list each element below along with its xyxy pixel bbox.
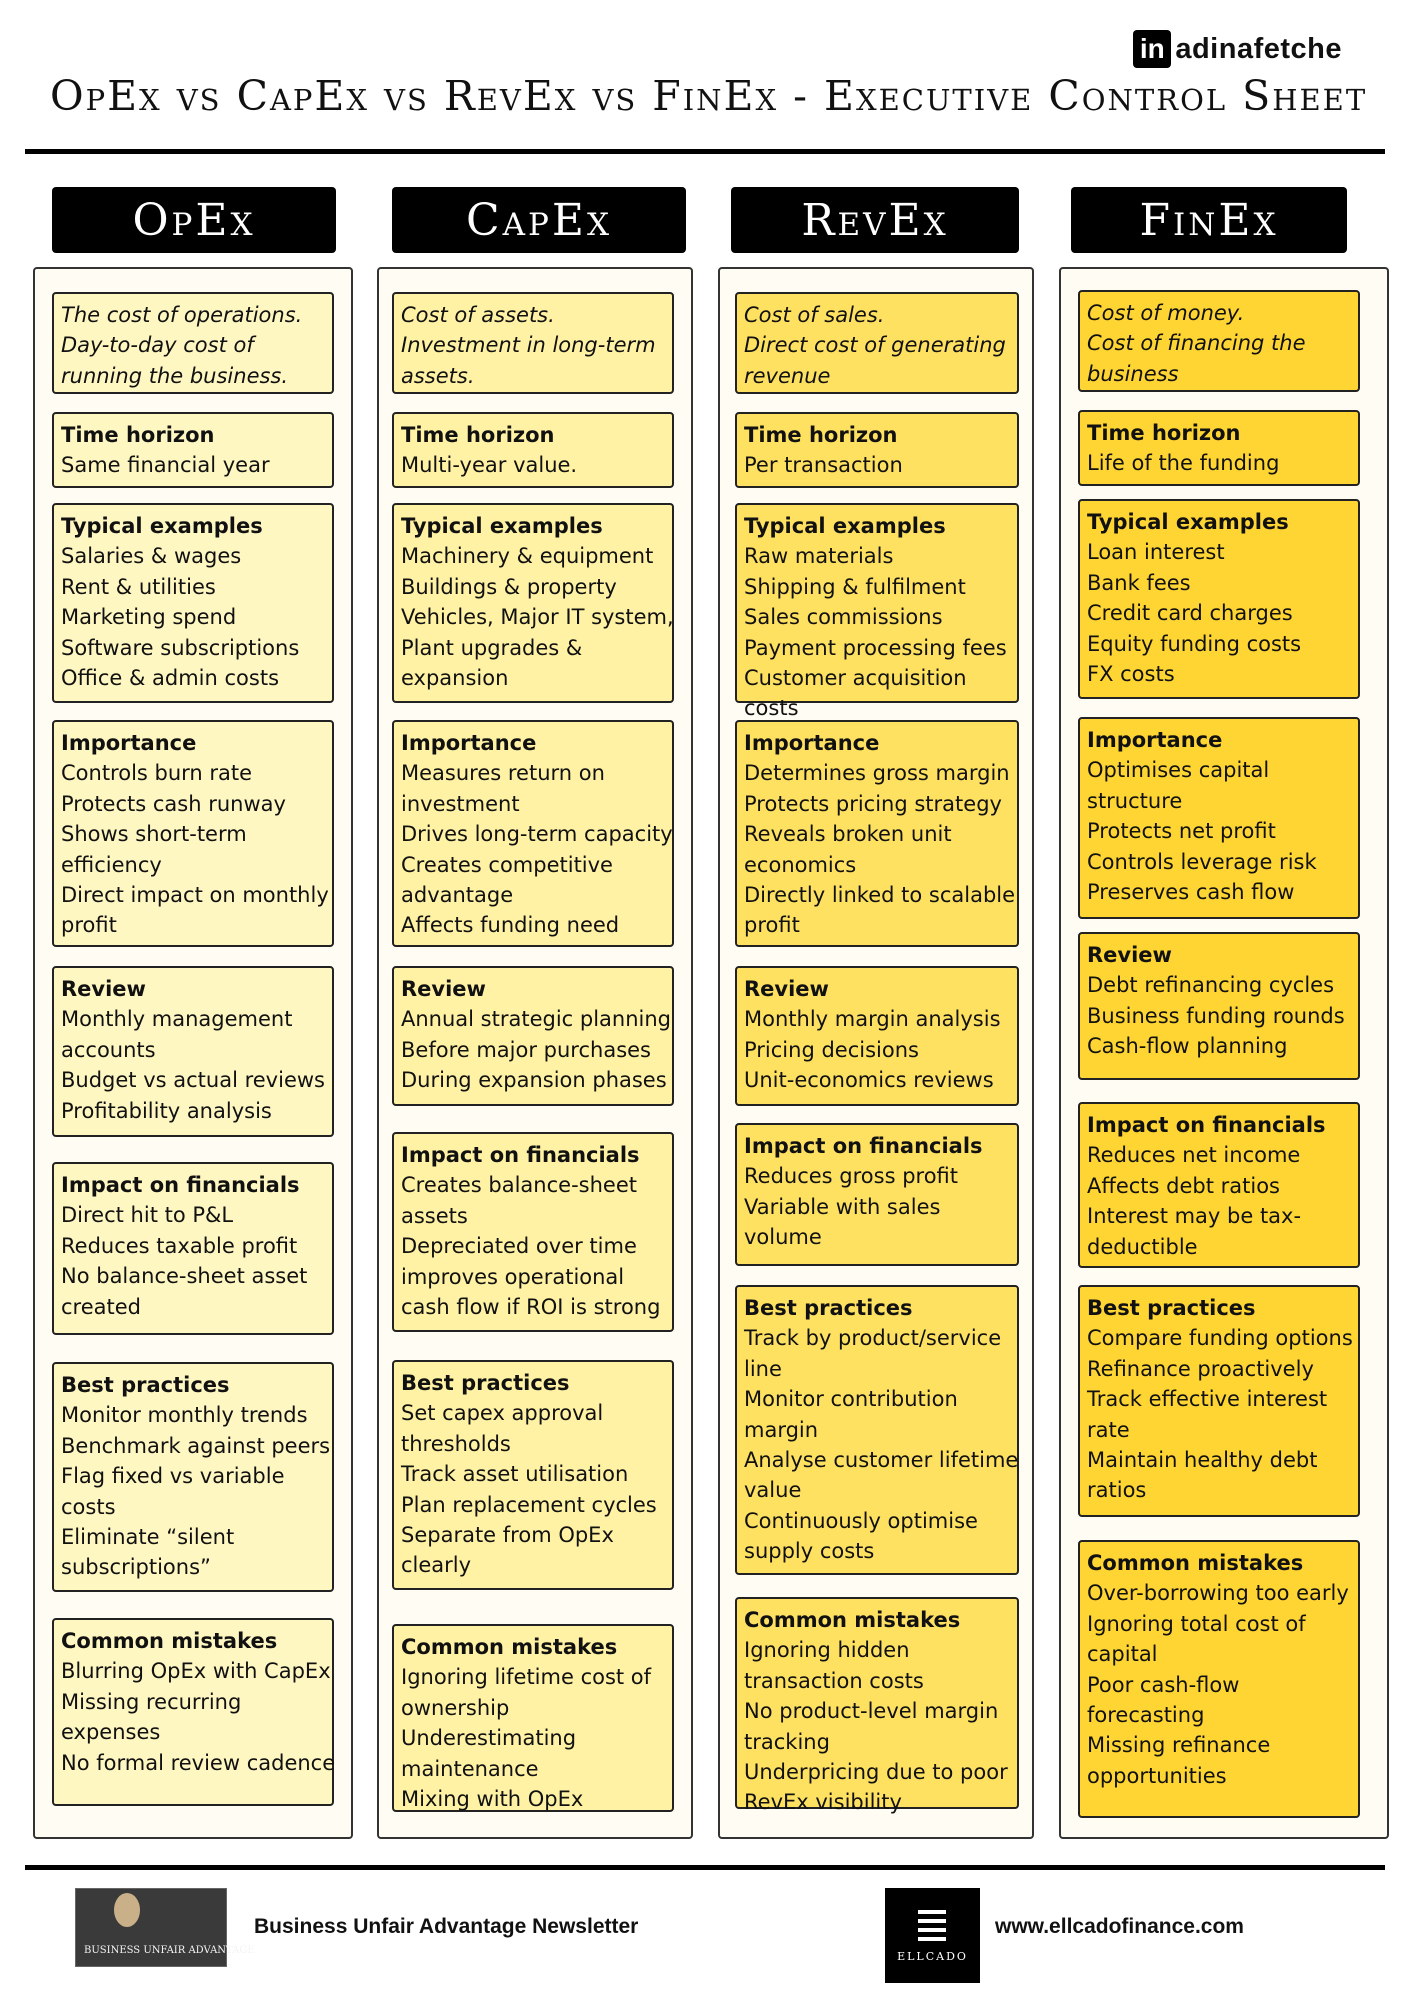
card-line: Analyse customer lifetime: [744, 1448, 1019, 1473]
card-line: Affects funding need: [401, 913, 620, 938]
card-line: Vehicles, Major IT system,: [401, 605, 674, 630]
opex-review-card: [52, 966, 334, 1137]
card-line: Profitability analysis: [61, 1098, 272, 1123]
capex-common-mistakes-card: [392, 1624, 674, 1812]
capex-best-practices-card: [392, 1360, 674, 1590]
card-line: Mixing with OpEx: [401, 1787, 584, 1812]
card-line: No formal review cadence: [61, 1750, 336, 1775]
card-line: expenses: [61, 1720, 161, 1745]
opex-common-mistakes-card: [52, 1618, 334, 1806]
thumbnail-caption: BUSINESS UNFAIR ADVANTAGE: [84, 1945, 255, 1956]
card-line: Monitor contribution: [744, 1387, 958, 1412]
card-line: Poor cash-flow: [1087, 1672, 1240, 1697]
finex-best-practices-card: [1078, 1285, 1360, 1517]
definition-line: Cost of money.: [1087, 301, 1245, 325]
card-line: profit: [61, 913, 117, 938]
revex-review-card: [735, 966, 1019, 1106]
linkedin-icon: in: [1133, 30, 1171, 68]
card-line: opportunities: [1087, 1763, 1227, 1788]
revex-typical-examples-card: [735, 503, 1019, 721]
card-line: Controls burn rate: [61, 761, 253, 786]
linkedin-brand[interactable]: [1133, 30, 1342, 68]
definition-line: Cost of assets.: [401, 303, 555, 327]
card-line: Raw materials: [744, 544, 894, 569]
card-line: Shows short-term: [61, 822, 247, 847]
card-title: Review: [61, 977, 146, 1001]
card-title: Typical examples: [401, 514, 603, 538]
card-line: Ignoring hidden: [744, 1638, 910, 1663]
card-line: During expansion phases: [401, 1068, 667, 1093]
card-line: Per transaction: [744, 453, 903, 478]
opex-definition-card: [52, 292, 334, 394]
card-line: supply costs: [744, 1539, 875, 1564]
newsletter-name: Business Unfair Advantage Newsletter: [254, 1915, 639, 1938]
card-title: Impact on financials: [401, 1143, 640, 1167]
card-line: RevEx visibility: [744, 1790, 902, 1815]
card-line: Blurring OpEx with CapEx: [61, 1659, 331, 1684]
card-title: Importance: [1087, 728, 1223, 752]
card-line: Underestimating: [401, 1726, 577, 1751]
card-line: expansion: [401, 666, 509, 691]
card-line: Monitor monthly trends: [61, 1403, 308, 1428]
card-line: improves operational: [401, 1264, 625, 1289]
card-line: maintenance: [401, 1756, 539, 1781]
ellcado-logo-word: ELLCADO: [897, 1950, 968, 1963]
card-title: Review: [744, 977, 829, 1001]
card-line: Reduces gross profit: [744, 1164, 959, 1189]
card-line: Software subscriptions: [61, 635, 300, 660]
card-line: assets: [401, 1203, 468, 1228]
definition-line: The cost of operations.: [61, 303, 303, 327]
card-line: Machinery & equipment: [401, 544, 654, 569]
card-title: Importance: [401, 731, 537, 755]
card-title: Common mistakes: [61, 1629, 278, 1653]
finex-importance-card: [1078, 717, 1360, 919]
card-line: ratios: [1087, 1478, 1147, 1503]
card-title: Time horizon: [401, 423, 555, 447]
card-line: Customer acquisition: [744, 666, 967, 691]
finex-time-horizon-card: [1078, 410, 1360, 486]
card-line: Benchmark against peers: [61, 1433, 331, 1458]
card-line: Budget vs actual reviews: [61, 1068, 325, 1093]
card-line: Creates competitive: [401, 852, 613, 877]
card-line: Annual strategic planning: [401, 1007, 672, 1032]
definition-line: assets.: [401, 363, 475, 388]
card-title: Best practices: [61, 1373, 230, 1397]
card-line: Cash-flow planning: [1087, 1034, 1288, 1059]
card-line: Measures return on: [401, 761, 605, 786]
card-line: Compare funding options: [1087, 1326, 1353, 1351]
card-title: Importance: [744, 731, 880, 755]
card-line: volume: [744, 1225, 822, 1250]
card-line: Marketing spend: [61, 605, 237, 630]
card-line: transaction costs: [744, 1668, 924, 1693]
card-line: Missing refinance: [1087, 1733, 1271, 1758]
card-line: Bank fees: [1087, 570, 1191, 595]
card-line: cash flow if ROI is strong: [401, 1295, 661, 1320]
definition-line: Investment in long-term: [401, 333, 656, 358]
revex-definition-card: [735, 292, 1019, 394]
card-line: Buildings & property: [401, 574, 617, 599]
capex-time-horizon-card: [392, 412, 674, 488]
definition-line: Cost of financing the: [1087, 331, 1306, 356]
card-line: Ignoring total cost of: [1087, 1611, 1306, 1636]
definition-line: running the business.: [61, 363, 289, 388]
card-line: structure: [1087, 788, 1183, 813]
card-line: Salaries & wages: [61, 544, 242, 569]
card-line: Plant upgrades &: [401, 635, 583, 660]
card-line: costs: [744, 696, 799, 721]
definition-line: business: [1087, 361, 1179, 386]
card-line: Underpricing due to poor: [744, 1760, 1008, 1785]
author-photo: [114, 1893, 140, 1927]
card-title: Time horizon: [61, 423, 215, 447]
card-line: Reduces taxable profit: [61, 1233, 298, 1258]
finex-review-card: [1078, 932, 1360, 1080]
opex-importance-card: [52, 720, 334, 947]
card-line: Directly linked to scalable: [744, 883, 1016, 908]
card-line: Protects cash runway: [61, 791, 286, 816]
card-line: profit: [744, 913, 800, 938]
finex-typical-examples-card: [1078, 499, 1360, 699]
card-title: Review: [1087, 943, 1172, 967]
author-handle: adinafetche: [1175, 32, 1342, 65]
card-line: Refinance proactively: [1087, 1356, 1314, 1381]
card-line: Flag fixed vs variable: [61, 1464, 285, 1489]
card-line: Separate from OpEx: [401, 1523, 614, 1548]
card-line: No balance-sheet asset: [61, 1264, 308, 1289]
card-title: Impact on financials: [61, 1173, 300, 1197]
card-line: Ignoring lifetime cost of: [401, 1665, 652, 1690]
card-line: Over-borrowing too early: [1087, 1581, 1349, 1606]
card-title: Typical examples: [61, 514, 263, 538]
card-line: Direct hit to P&L: [61, 1203, 234, 1228]
card-title: Common mistakes: [1087, 1551, 1304, 1575]
card-line: Reveals broken unit: [744, 822, 952, 847]
card-line: Track asset utilisation: [401, 1462, 629, 1487]
revex-common-mistakes-card: [735, 1597, 1019, 1815]
card-line: Loan interest: [1087, 540, 1225, 565]
card-line: accounts: [61, 1037, 156, 1062]
card-line: Payment processing fees: [744, 635, 1007, 660]
card-title: Time horizon: [744, 423, 898, 447]
revex-time-horizon-card: [735, 412, 1019, 488]
card-line: Drives long-term capacity: [401, 822, 673, 847]
revex-impact-card: [735, 1123, 1019, 1266]
card-title: Best practices: [1087, 1296, 1256, 1320]
page-title: OpEx vs CapEx vs RevEx vs FinEx - Executive Control Sheet: [50, 72, 1368, 120]
card-line: created: [61, 1294, 141, 1319]
bottom-divider: [25, 1865, 1385, 1870]
opex-typical-examples-card: [52, 503, 334, 703]
capex-impact-card: [392, 1132, 674, 1332]
card-line: Eliminate “silent: [61, 1525, 235, 1550]
card-line: Before major purchases: [401, 1037, 651, 1062]
card-line: Depreciated over time: [401, 1234, 637, 1259]
card-line: Monthly management: [61, 1007, 293, 1032]
card-line: Office & admin costs: [61, 666, 280, 691]
card-line: Continuously optimise: [744, 1508, 978, 1533]
card-line: economics: [744, 852, 857, 877]
definition-line: Cost of sales.: [744, 303, 885, 327]
opex-impact-card: [52, 1162, 334, 1335]
finex-impact-card: [1078, 1102, 1360, 1268]
card-line: No product-level margin: [744, 1699, 999, 1724]
capex-definition-card: [392, 292, 674, 394]
card-line: Unit-economics reviews: [744, 1068, 994, 1093]
card-line: FX costs: [1087, 662, 1175, 687]
card-title: Best practices: [744, 1296, 913, 1320]
definition-line: revenue: [744, 363, 831, 388]
card-title: Best practices: [401, 1371, 570, 1395]
card-line: forecasting: [1087, 1703, 1205, 1728]
card-line: Track effective interest: [1087, 1387, 1328, 1412]
card-line: Sales commissions: [744, 605, 943, 630]
card-line: Shipping & fulfilment: [744, 574, 966, 599]
card-line: Protects pricing strategy: [744, 791, 1002, 816]
card-line: Variable with sales: [744, 1194, 941, 1219]
card-line: line: [744, 1356, 782, 1381]
card-line: Credit card charges: [1087, 601, 1293, 626]
card-line: rate: [1087, 1417, 1130, 1442]
card-line: Debt refinancing cycles: [1087, 973, 1335, 998]
ellcado-logo[interactable]: [885, 1888, 980, 1983]
card-title: Time horizon: [1087, 421, 1241, 445]
card-line: clearly: [401, 1553, 472, 1578]
newsletter-thumbnail[interactable]: [75, 1888, 255, 1967]
card-line: Business funding rounds: [1087, 1003, 1345, 1028]
card-line: Preserves cash flow: [1087, 880, 1295, 905]
opex-time-horizon-card: [52, 412, 334, 488]
capex-typical-examples-card: [392, 503, 674, 703]
card-line: Multi-year value.: [401, 453, 578, 478]
card-title: Common mistakes: [744, 1608, 961, 1632]
card-line: ownership: [401, 1695, 510, 1720]
card-title: Impact on financials: [744, 1134, 983, 1158]
card-line: Missing recurring: [61, 1689, 242, 1714]
card-title: Importance: [61, 731, 197, 755]
card-line: Pricing decisions: [744, 1037, 919, 1062]
card-title: Common mistakes: [401, 1635, 618, 1659]
card-line: advantage: [401, 883, 514, 908]
card-line: Plan replacement cycles: [401, 1492, 657, 1517]
column-header-capex: CapEx: [392, 187, 686, 253]
card-line: Equity funding costs: [1087, 631, 1302, 656]
finex-definition-card: [1078, 290, 1360, 392]
capex-importance-card: [392, 720, 674, 947]
card-title: Typical examples: [744, 514, 946, 538]
top-divider: [25, 149, 1385, 154]
card-line: deductible: [1087, 1234, 1198, 1259]
card-line: efficiency: [61, 852, 162, 877]
card-line: Affects debt ratios: [1087, 1173, 1280, 1198]
opex-best-practices-card: [52, 1362, 334, 1592]
revex-best-practices-card: [735, 1285, 1019, 1575]
card-line: Creates balance-sheet: [401, 1173, 637, 1198]
card-line: costs: [61, 1494, 116, 1519]
ellcado-bars-icon: [918, 1910, 946, 1946]
revex-importance-card: [735, 720, 1019, 947]
card-title: Review: [401, 977, 486, 1001]
card-line: Rent & utilities: [61, 574, 216, 599]
card-line: Track by product/service: [744, 1326, 1002, 1351]
card-line: Same financial year: [61, 453, 270, 478]
card-line: Maintain healthy debt: [1087, 1448, 1318, 1473]
definition-line: Day-to-day cost of: [61, 333, 254, 358]
card-title: Impact on financials: [1087, 1113, 1326, 1137]
card-line: Controls leverage risk: [1087, 849, 1317, 874]
column-header-finex: FinEx: [1071, 187, 1347, 253]
card-line: investment: [401, 791, 520, 816]
card-line: margin: [744, 1417, 819, 1442]
card-line: capital: [1087, 1642, 1158, 1667]
card-line: tracking: [744, 1729, 830, 1754]
card-line: Monthly margin analysis: [744, 1007, 1001, 1032]
card-line: Reduces net income: [1087, 1143, 1301, 1168]
card-line: Protects net profit: [1087, 819, 1276, 844]
card-line: Interest may be tax-: [1087, 1204, 1302, 1229]
card-line: Direct impact on monthly: [61, 883, 329, 908]
card-title: Typical examples: [1087, 510, 1289, 534]
capex-review-card: [392, 966, 674, 1106]
card-line: value: [744, 1478, 802, 1503]
card-line: thresholds: [401, 1431, 511, 1456]
finex-common-mistakes-card: [1078, 1540, 1360, 1818]
card-line: Determines gross margin: [744, 761, 1010, 786]
column-header-opex: OpEx: [52, 187, 336, 253]
card-line: Optimises capital: [1087, 758, 1270, 783]
website-link[interactable]: www.ellcadofinance.com: [995, 1915, 1244, 1938]
card-line: Life of the funding: [1087, 451, 1280, 476]
definition-line: Direct cost of generating: [744, 333, 1006, 358]
card-line: Set capex approval: [401, 1401, 604, 1426]
column-header-revex: RevEx: [731, 187, 1019, 253]
card-line: subscriptions”: [61, 1555, 211, 1580]
